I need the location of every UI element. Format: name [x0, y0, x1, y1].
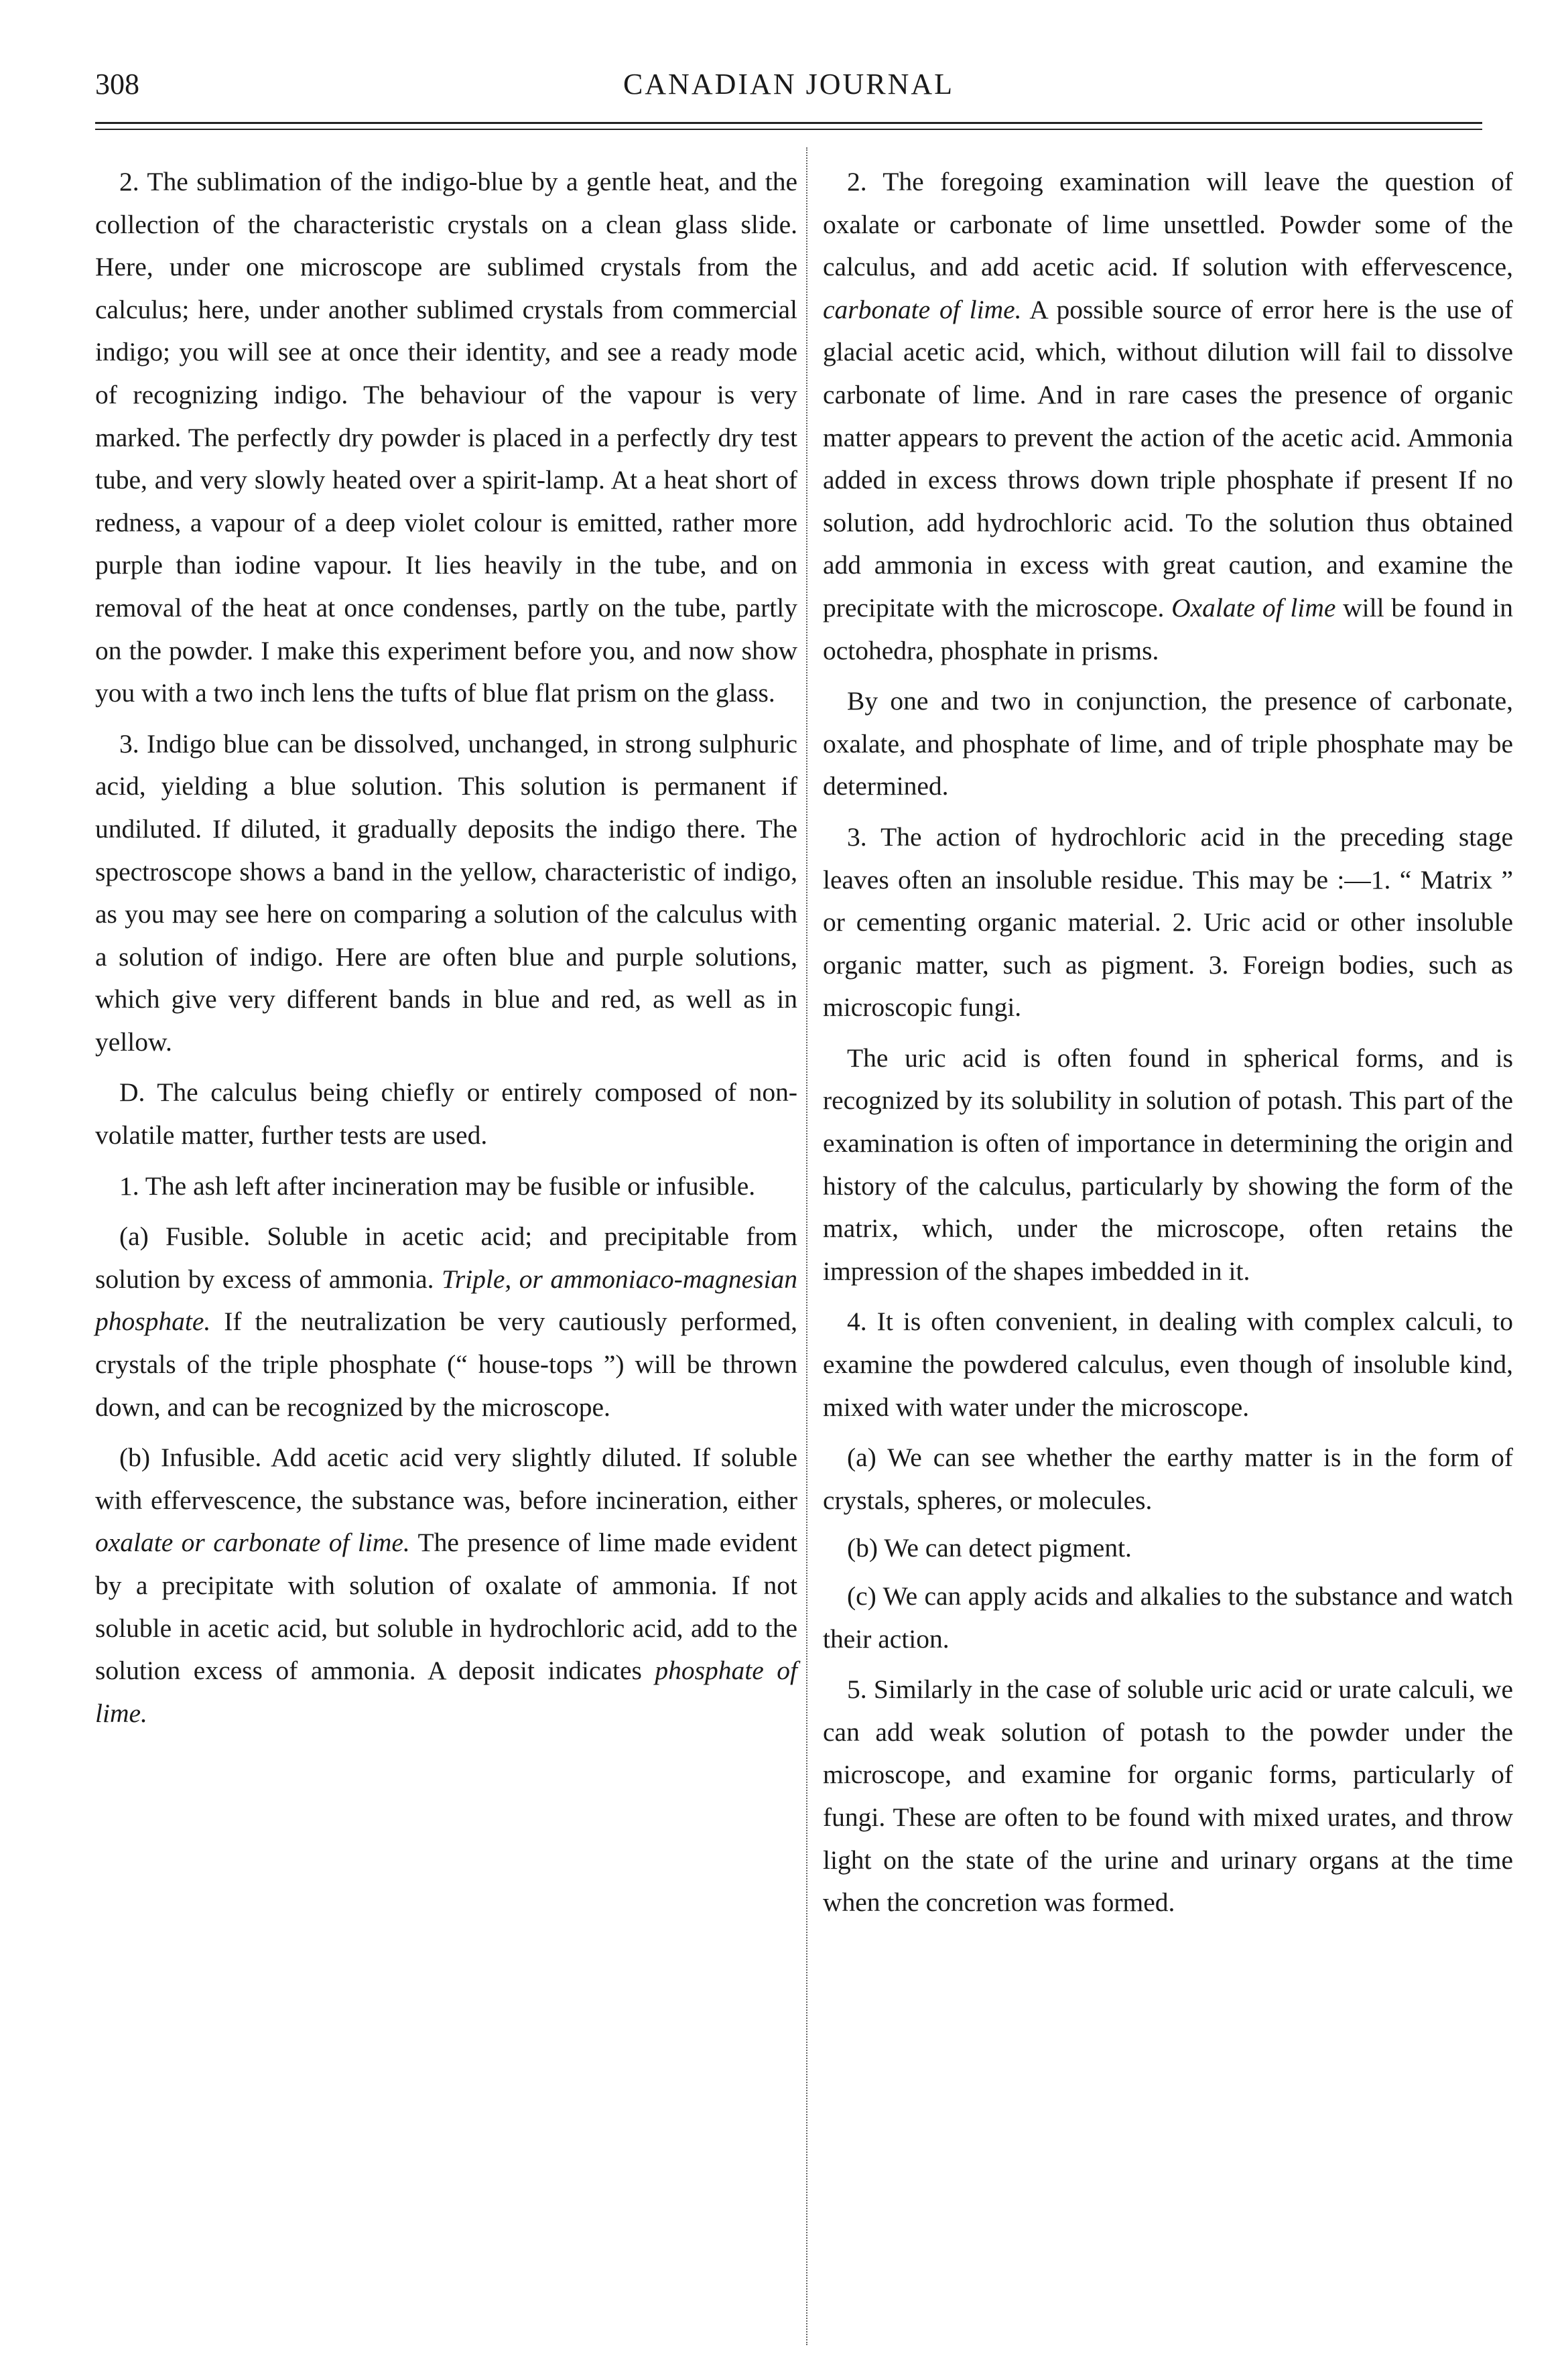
italic-term: phosphate of lime.: [95, 1656, 798, 1728]
paragraph-fusible: [95, 1215, 797, 1429]
text-run: The presence of lime made evident by a precipitate with solution of oxalate of ammonia. If not soluble in acetic acid, but soluble in hydrochloric acid, add to the solution excess of ammonia. A deposit indicates: [95, 1528, 798, 1686]
italic-term: carbonate of lime.: [823, 294, 1022, 324]
page-header: [95, 64, 1482, 105]
paragraph-oxalate-carbonate: [823, 161, 1513, 672]
text-run: A possible source of error here is the use of glacial acetic acid, which, without dilution will fail to dissolve carbonate of lime. And in rare cases the presence of organic matter appears to prevent the action of the acetic acid. Ammonia added in excess throws down triple phosphate if present If no solution, add hydrochloric acid. To the solution thus obtained add ammonia in excess with great caution, and examine the precipitate with the microscope.: [823, 294, 1513, 622]
paragraph-infusible: [95, 1437, 797, 1735]
text-run: will be found in octohedra, phosphate in prisms.: [823, 592, 1513, 665]
header-rule: [95, 122, 1482, 124]
italic-term: Triple, or ammoniaco-magnesian phosphate.: [95, 1264, 797, 1337]
paragraph: 3. Indigo blue can be dissolved, unchanged, in strong sulphuric acid, yielding a blue solution. This solution is permanent if undiluted. If diluted, it gradually deposits the indigo there. The spectroscope shows a band in the yellow, characteristic of indigo, as you may see here on comparing a solution of the calculus with a solution of indigo. Here are often blue and purple solutions, which give very different bands in blue and red, as well as in yellow.: [95, 728, 797, 1057]
paragraph: 4. It is often convenient, in dealing with complex calculi, to examine the powdered calculus, even though of insoluble kind, mixed with water under the microscope.: [823, 1307, 1513, 1422]
paragraph: By one and two in conjunction, the presence of carbonate, oxalate, and phosphate of lime, and of triple phosphate may be determined.: [823, 686, 1513, 801]
paragraph: 2. The sublimation of the indigo-blue by a gentle heat, and the collection of the characteristic crystals on a clean glass slide. Here, under one microscope are sublimed crystals from the calculus; here, under another sublimed crystals from commercial indigo; you will see at once their identity, and see a ready mode of recognizing indigo. The behaviour of the vapour is very marked. The perfectly dry powder is placed in a perfectly dry test tube, and very slowly heated over a spirit-lamp. At a heat short of redness, a vapour of a deep violet colour is emitted, rather more purple than iodine vapour. It lies heavily in the tube, and on removal of the heat at once condenses, partly on the tube, partly on the powder. I make this experiment before you, and now show you with a two inch lens the tufts of blue flat prism on the glass.: [95, 167, 797, 708]
paragraph: 3. The action of hydrochloric acid in the preceding stage leaves often an insoluble residue. This may be :—1. “ Matrix ” or cementing organic material. 2. Uric acid or other insoluble organic matter, such as pigment. 3. Foreign bodies, such as microscopic fungi.: [823, 821, 1513, 1022]
text-run: (a) Fusible. Soluble in acetic acid; and precipitable from solution by excess of ammonia.: [95, 1221, 797, 1294]
paragraph: (b) We can detect pigment.: [847, 1533, 1132, 1563]
paragraph: (a) We can see whether the earthy matter is in the form of crystals, spheres, or molecules.: [823, 1443, 1513, 1515]
paragraph: 1. The ash left after incineration may be fusible or infusible.: [119, 1171, 756, 1201]
paragraph: The uric acid is often found in spherical forms, and is recognized by its solubility in solution of potash. This part of the examination is often of importance in determining the origin and history of the calculus, particularly by showing the form of the matrix, which, under the microscope, often retains the impression of the shapes imbedded in it.: [823, 1043, 1513, 1286]
paragraph: D. The calculus being chiefly or entirely composed of non-volatile matter, further tests are used.: [95, 1077, 797, 1150]
text-run: If the neutralization be very cautiously performed, crystals of the triple phosphate (“ house-tops ”) will be thrown down, and can be recognized by the microscope.: [95, 1307, 797, 1422]
running-title: CANADIAN JOURNAL: [623, 68, 955, 101]
text-run: 2. The foregoing examination will leave the question of oxalate or carbonate of lime unsettled. Powder some of the calculus, and add acetic acid. If solution with effervescence,: [823, 167, 1513, 282]
left-column: [95, 161, 797, 1743]
page-number: 308: [95, 68, 139, 101]
italic-term: oxalate or carbonate of lime.: [95, 1528, 410, 1558]
header-rule-thin: [95, 129, 1482, 130]
column-divider: [806, 147, 807, 2345]
paragraph: 5. Similarly in the case of soluble uric acid or urate calculi, we can add weak solution of potash to the powder under the microscope, and examine for organic forms, particularly of fungi. These are often to be found with mixed urates, and throw light on the state of the urine and urinary organs at the time when the concretion was formed.: [823, 1674, 1513, 1918]
italic-term: Oxalate of lime: [1171, 592, 1336, 622]
text-run: (b) Infusible. Add acetic acid very slightly diluted. If soluble with effervescence, the substance was, before incineration, either: [95, 1443, 797, 1515]
right-column: [823, 161, 1513, 1932]
paragraph: (c) We can apply acids and alkalies to the substance and watch their action.: [823, 1581, 1513, 1654]
